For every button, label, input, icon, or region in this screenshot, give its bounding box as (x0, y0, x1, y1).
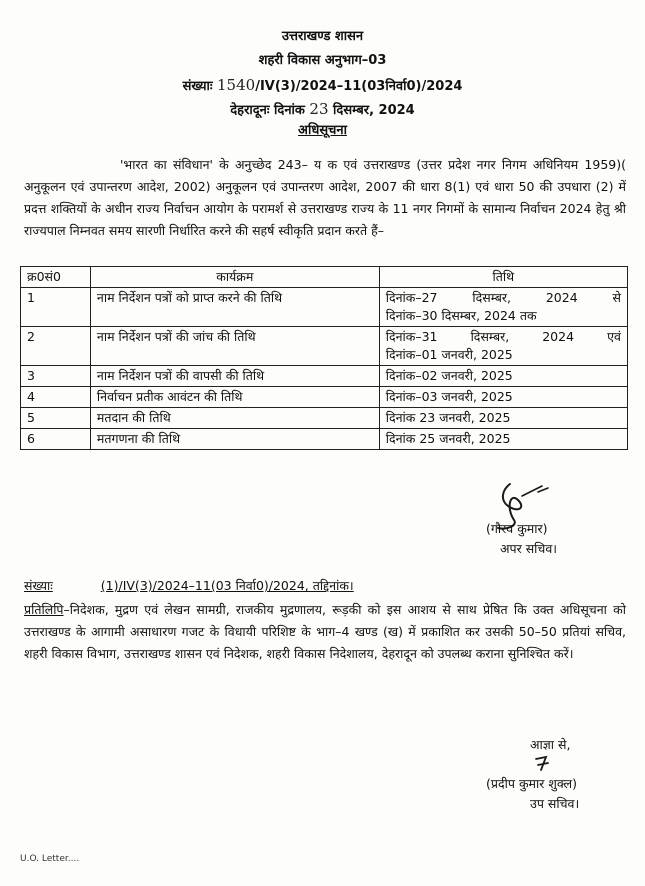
serial-cell: 5 (21, 408, 91, 429)
programme-cell: नाम निर्देशन पत्रों को प्राप्त करने की तिथि (90, 288, 379, 327)
programme-cell: मतदान की तिथि (90, 408, 379, 429)
date-cell: दिनांक–31 दिसम्बर, 2024 एवं दिनांक–01 जनवरी, 2025 (379, 327, 627, 366)
programme-cell: नाम निर्देशन पत्रों की जांच की तिथि (90, 327, 379, 366)
column-header-serial: क्र0सं0 (21, 267, 91, 288)
programme-cell: मतगणना की तिथि (90, 429, 379, 450)
column-header-date: तिथि (379, 267, 627, 288)
handwritten-signature-2 (532, 753, 554, 773)
table-row (21, 429, 628, 450)
notification-title: अधिसूचना (298, 123, 347, 138)
serial-cell: 2 (21, 327, 91, 366)
signatory-name-1: (गौरव कुमार) (486, 521, 548, 536)
date-cell: दिनांक–03 जनवरी, 2025 (379, 387, 627, 408)
serial-cell: 6 (21, 429, 91, 450)
column-header-programme: कार्यक्रम (90, 267, 379, 288)
signatory-designation-2: उप सचिव। (530, 796, 580, 811)
table-row (21, 327, 628, 366)
date-cell: दिनांक–02 जनवरी, 2025 (379, 366, 627, 387)
table-row (21, 366, 628, 387)
by-order-text: आज्ञा से, (530, 737, 571, 752)
serial-cell: 4 (21, 387, 91, 408)
table-row (21, 288, 628, 327)
government-heading: उत्तराखण्ड शासन (281, 29, 364, 44)
programme-cell: नाम निर्देशन पत्रों की वापसी की तिथि (90, 366, 379, 387)
date-cell: दिनांक–27 दिसम्बर, 2024 से दिनांक–30 दिसम्बर, 2024 तक (379, 288, 627, 327)
notification-body: 'भारत का संविधान' के अनुच्छेद 243– य क एवं उत्तराखण्ड (उत्तर प्रदेश नगर निगम अधिनियम 1959)( अनुकूलन एवं उपान्तरण आदेश, 2002) अनुकूलन एवं उपान्तरण आदेश, 2007 की धारा 8(1) एवं धारा 50 की उपधारा (2) में प्रदत्त शक्तियों के अधीन राज्य निर्वाचन आयोग के परामर्श से उत्तराखण्ड राज्य के 11 नगर निगमों के सामान्य निर्वाचन 2024 हेतु श्री राज्यपाल निम्नवत समय सारणी निर्धारित करने की सहर्ष स्वीकृति प्रदान करते हैं– (24, 157, 626, 238)
serial-cell: 1 (21, 288, 91, 327)
copy-paragraph: प्रतिलिपि–निदेशक, मुद्रण एवं लेखन सामग्री, राजकीय मुद्रणालय, रूड़की को इस आशय से साथ प्रेषित कि उक्त अधिसूचना को उत्तराखण्ड के आगामी असाधारण गजट के विधायी परिशिष्ट के भाग–4 खण्ड (ख) में प्रकाशित कर उसकी 50–50 प्रतियां सचिव, शहरी विकास विभाग, उत्तराखण्ड शासन एवं निदेशक, शहरी विकास निदेशालय, देहरादून को उपलब्ध कराना सुनिश्चित करें। (24, 602, 626, 661)
reference-number: संख्याः 1540/IV(3)/2024–11(03निर्वा0)/2024 (182, 76, 463, 94)
schedule-table (20, 266, 628, 450)
place-date-line: देहरादूनः दिनांक 23 दिसम्बर, 2024 (230, 100, 415, 118)
table-header-row (21, 267, 628, 288)
date-cell: दिनांक 25 जनवरी, 2025 (379, 429, 627, 450)
serial-cell: 3 (21, 366, 91, 387)
copy-reference-line: संख्याः (1)/IV(3)/2024–11(03 निर्वा0)/2024, तद्दिनांक। (24, 578, 354, 593)
signatory-designation-1: अपर सचिव। (500, 541, 558, 556)
programme-cell: निर्वाचन प्रतीक आवंटन की तिथि (90, 387, 379, 408)
footer-note: U.O. Letter.... (20, 854, 80, 864)
date-cell: दिनांक 23 जनवरी, 2025 (379, 408, 627, 429)
table-row (21, 408, 628, 429)
signatory-name-2: (प्रदीप कुमार शुक्ल) (486, 776, 578, 791)
table-row (21, 387, 628, 408)
department-heading: शहरी विकास अनुभाग–03 (258, 53, 387, 68)
